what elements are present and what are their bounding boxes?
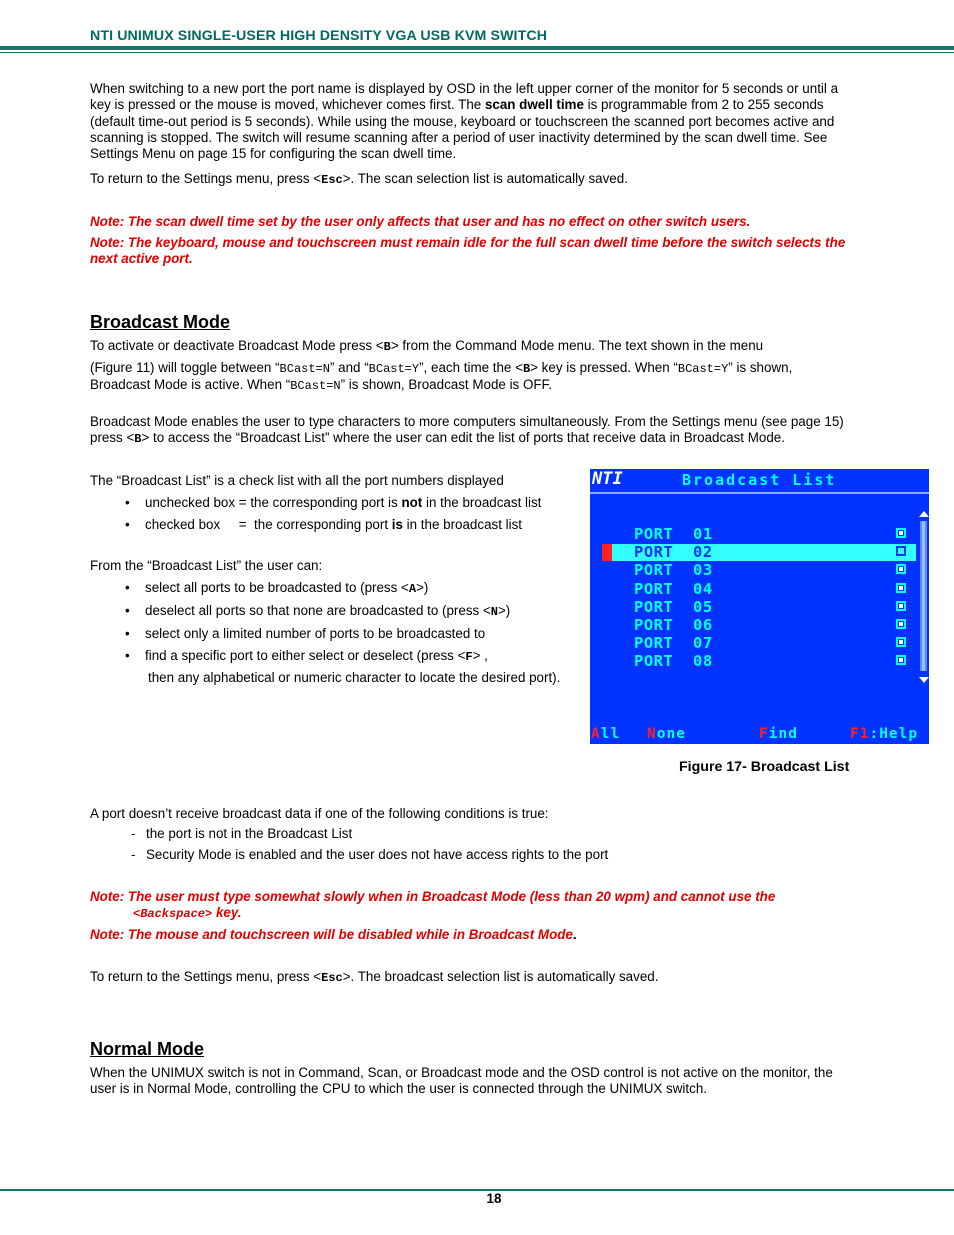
osd-port-row[interactable] xyxy=(634,635,916,652)
broadcast-activate-line: To activate or deactivate Broadcast Mode press <B> from the Command Mode menu. The text shown in the menu xyxy=(90,338,764,354)
osd-port-label: PORT 03 xyxy=(634,561,713,580)
selection-marker xyxy=(602,544,612,561)
page-header-title: NTI UNIMUX SINGLE-USER HIGH DENSITY VGA USB KVM SWITCH xyxy=(90,28,548,44)
return-settings-broadcast: To return to the Settings menu, press <Esc>. The broadcast selection list is automatically saved. xyxy=(90,969,659,985)
osd-port-label: PORT 04 xyxy=(634,579,713,598)
osd-port-row[interactable] xyxy=(634,562,916,579)
broadcast-mode-heading: Broadcast Mode xyxy=(90,312,231,332)
normal-mode-paragraph: When the UNIMUX switch is not in Command, Scan, or Broadcast mode and the OSD control is not active on the monitor, the user is in Normal Mode, controlling the CPU to which the user is connected through the UNIMUX switch. xyxy=(90,1065,833,1097)
return-settings-scan: To return to the Settings menu, press <Esc>. The scan selection list is automatically saved. xyxy=(90,171,628,187)
note-scan-dwell: Note: The scan dwell time set by the user only affects that user and has no effect on other switch users. xyxy=(90,214,751,229)
osd-port-label: PORT 01 xyxy=(634,525,713,543)
note-idle: Note: The keyboard, mouse and touchscreen must remain idle for the full scan dwell time before the switch selects the next active port. xyxy=(90,235,846,267)
osd-port-label: PORT 06 xyxy=(634,616,713,634)
osd-port-label: PORT 08 xyxy=(634,652,713,671)
unchecked-box-icon[interactable] xyxy=(896,546,906,556)
osd-port-row[interactable] xyxy=(634,653,916,670)
osd-scrollbar[interactable] xyxy=(920,521,927,671)
user-can-intro: From the “Broadcast List” the user can: xyxy=(90,558,323,573)
checked-box-icon[interactable] xyxy=(896,637,906,647)
osd-port-label: PORT 07 xyxy=(634,634,713,653)
checked-box-icon[interactable] xyxy=(896,655,906,665)
checked-box-icon[interactable] xyxy=(896,564,906,574)
broadcast-enables-paragraph: Broadcast Mode enables the user to type characters to more computers simultaneously. From the Settings menu (see page 15) press <B> to access the “Broadcast List” where the user can edit the list of ports that receive data in Broadcast Mode. xyxy=(90,414,844,447)
osd-title: Broadcast List xyxy=(682,471,837,489)
condition-security-mode: - Security Mode is enabled and the user does not have access rights to the port xyxy=(131,847,609,862)
note-mouse-disabled: Note: The mouse and touchscreen will be disabled while in Broadcast Mode. xyxy=(90,927,577,942)
broadcast-toggle-text: (Figure 11) will toggle between “BCast=N” and “BCast=Y”, each time the <B> key is pressed. When “BCast=Y” is shown, Broadcast Mode is active. When “BCast=N” is shown, Broadcast Mode is OFF. xyxy=(90,360,793,394)
broadcast-list-intro: The “Broadcast List” is a check list with all the port numbers displayed xyxy=(90,473,504,488)
osd-port-label: PORT 02 xyxy=(634,543,713,562)
osd-port-row[interactable] xyxy=(634,617,916,634)
figure-caption: Figure 17- Broadcast List xyxy=(679,759,850,775)
osd-port-row[interactable] xyxy=(612,544,916,561)
osd-port-row[interactable] xyxy=(634,526,916,543)
osd-key-find[interactable]: Find xyxy=(759,726,798,742)
osd-port-label: PORT 05 xyxy=(634,597,713,616)
osd-port-row[interactable] xyxy=(634,581,916,598)
page-number: 18 xyxy=(486,1191,502,1206)
osd-key-none[interactable]: None xyxy=(647,726,686,742)
conditions-intro: A port doesn’t receive broadcast data if one of the following conditions is true: xyxy=(90,806,549,821)
condition-not-in-list: - the port is not in the Broadcast List xyxy=(131,826,353,841)
header-rule-thin xyxy=(0,52,954,53)
checked-box-icon[interactable] xyxy=(896,583,906,593)
checked-box-icon[interactable] xyxy=(896,528,906,538)
osd-key-help[interactable]: F1:Help xyxy=(850,726,919,742)
osd-top-divider xyxy=(590,492,929,494)
nti-logo: NTI xyxy=(592,469,623,489)
find-port-continuation: then any alphabetical or numeric character to locate the desired port). xyxy=(148,670,561,685)
checked-box-icon[interactable] xyxy=(896,601,906,611)
header-rule xyxy=(0,46,954,50)
scroll-down-arrow-icon[interactable] xyxy=(919,677,929,683)
scroll-up-arrow-icon[interactable] xyxy=(919,511,929,517)
osd-port-row[interactable] xyxy=(634,599,916,616)
note-type-slowly: Note: The user must type somewhat slowly when in Broadcast Mode (less than 20 wpm) and cannot use the <Backspace> key. xyxy=(90,889,776,922)
osd-key-all[interactable]: All xyxy=(591,726,621,742)
normal-mode-heading: Normal Mode xyxy=(90,1039,205,1059)
scan-paragraph: When switching to a new port the port name is displayed by OSD in the left upper corner of the monitor for 5 seconds or until a key is pressed or the mouse is moved, whichever comes first. The scan dwell time is programmable from 2 to 255 seconds (default time-out period is 5 seconds). While using the mouse, keyboard or touchscreen the scanned port becomes active and scanning is stopped. The switch will resume scanning after a period of user inactivity determined by the scan dwell time. See Settings Menu on page 15 for configuring the scan dwell time. xyxy=(90,81,839,162)
checked-box-icon[interactable] xyxy=(896,619,906,629)
broadcast-list-osd xyxy=(590,469,929,744)
